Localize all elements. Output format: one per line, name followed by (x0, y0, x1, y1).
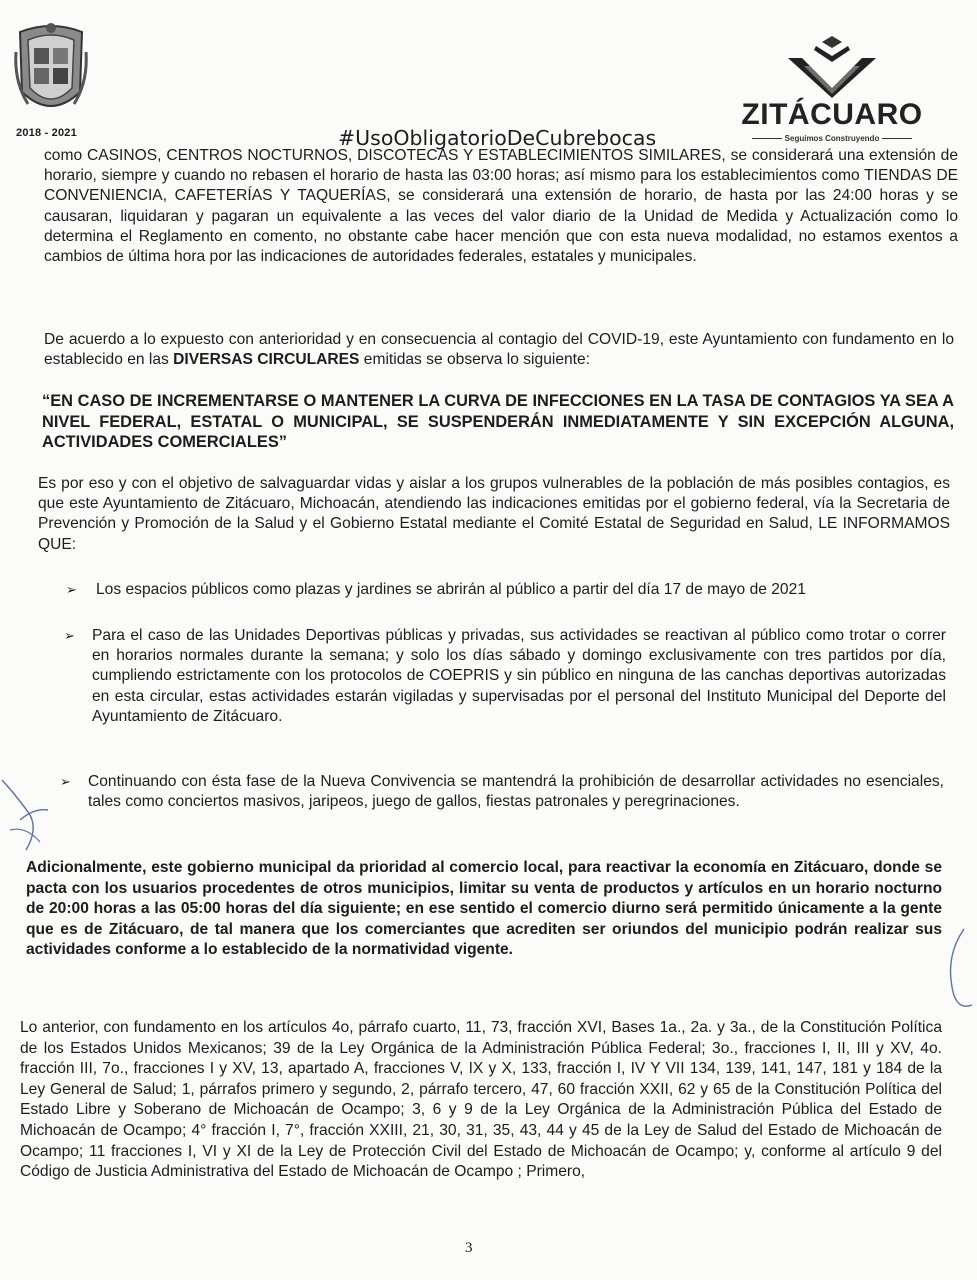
paragraph-circulars-text-b: emitidas se observa lo siguiente: (359, 351, 591, 369)
page-number: 3 (465, 1240, 473, 1256)
quote-suspension: “EN CASO DE INCREMENTARSE O MANTENER LA CURVA DE INFECCIONES EN LA TASA DE CONTAGIOS YA SEA A NIVEL FEDERAL, ESTATAL O MUNICIPAL, SE SUSPENDERÁN INMEDIATAMENTE Y SIN EXCEPCIÓN ALGUNA, ACTIVIDADES COMERCIALES” (42, 392, 954, 452)
bullet-text: Los espacios públicos como plazas y jardines se abrirán al público a partir del día 17 de mayo de 2021 (96, 581, 806, 598)
bullet-text: Continuando con ésta fase de la Nueva Convivencia se mantendrá la prohibición de desarrollar actividades no esenciales, tales como conciertos masivos, jaripeos, juego de gallos, fiestas patronales y peregrinaciones. (88, 773, 944, 811)
bullet-arrow-icon: ➢ (64, 628, 75, 643)
paragraph-circulars (44, 330, 954, 370)
logo-tagline (732, 134, 932, 143)
paragraph-local-commerce: Adicionalmente, este gobierno municipal da prioridad al comercio local, para reactivar la economía en Zitácuaro, donde se pacta con los usuarios procedentes de otros municipios, limitar su venta de productos y artículos en un horario nocturno de 20:00 horas a las 05:00 horas del día siguiente; en ese sentido el comercio diurno será permitido únicamente a la gente que es de Zitácuaro, de tal manera que los comerciantes que acrediten ser oriundos del municipio podrán realizar sus actividades conforme a lo establecido de la normatividad vigente. (26, 859, 942, 959)
zitacuaro-logo-mark-icon (788, 36, 876, 98)
bullet-text: Para el caso de las Unidades Deportivas públicas y privadas, sus actividades se reactivan al público como trotar o correr en horarios normales durante la semana; y solo los días sábado y domingo exclusivamente con tres partidos por día, cumpliendo estrictamente con los protocolos de COEPRIS y sin público en ninguna de las canchas deportivas autorizadas en esta circular, estas actividades estarán vigiladas y supervisadas por el personal del Instituto Municipal del Deporte del Ayuntamiento de Zitácuaro. (92, 627, 946, 725)
paragraph-legal-basis: Lo anterior, con fundamento en los artículos 4o, párrafo cuarto, 11, 73, fracción XVI, Bases 1a., 2a. y 3a., de la Constitución Política de los Estados Unidos Mexicanos; 39 de la Ley Orgánica de la Administración Pública Federal; 3o., fracciones I, II, III y XV, 4o. fracción III, 7o., fracciones I y XV, 13, apartado A, fracciones V, IX y X, 133, fracción I, IV Y VII 134, 139, 141, 147, 181 y 184 de la Ley General de Salud; 1, párrafos primero y segundo, 2, párrafo tercero, 47, 60 fracción XXII, 62 y 65 de la Constitución Política del Estado Libre y Soberano de Michoacán de Ocampo; 3, 6 y 9 de la Ley Orgánica de la Administración Pública del Estado de Michoacán de Ocampo; 4° fracción I, 7°, fracción XXIII, 21, 30, 31, 35, 43, 44 y 45 de la Ley de Salud del Estado de Michoacán de Ocampo; 11 fracciones I, VI y XI de la Ley de Protección Civil del Estado de Michoacán de Ocampo; y, conforme al artículo 9 del Código de Justicia Administrativa del Estado de Michoacán de Ocampo ; Primero, (20, 1019, 942, 1181)
municipal-seal-icon (14, 22, 88, 122)
zitacuaro-logo (732, 36, 932, 156)
hashtag-heading: #UsoObligatorioDeCubrebocas (338, 126, 657, 150)
paragraph-circulars-bold: DIVERSAS CIRCULARES (173, 351, 360, 369)
handwritten-mark-icon (0, 770, 60, 860)
handwritten-bracket-icon (944, 925, 977, 1015)
logo-tagline-text: Seguimos Construyendo (784, 134, 880, 143)
bullet-arrow-icon: ➢ (66, 582, 77, 597)
bullet-item-prohibitions (60, 772, 944, 812)
bullet-item-sports-units (64, 626, 946, 727)
paragraph-circulars-text-a: De acuerdo a lo expuesto con anterioridad y en consecuencia al contagio del COVID-19, este Ayuntamiento con fundamento en lo establecido en las (44, 331, 954, 369)
bullet-arrow-icon: ➢ (60, 774, 71, 789)
seal-years: 2018 - 2021 (16, 127, 77, 139)
paragraph-objective: Es por eso y con el objetivo de salvaguardar vidas y aislar a los grupos vulnerables de la población de más posibles contagios, es que este Ayuntamiento de Zitácuaro, Michoacán, atendiendo las indicaciones emitidas por el gobierno federal, vía la Secretaria de Prevención y Promoción de la Salud y el Gobierno Estatal mediante el Comité Estatal de Seguridad en Salud, LE INFORMAMOS QUE: (38, 475, 950, 553)
logo-name: ZITÁCUARO (741, 98, 923, 131)
paragraph-establishments: como CASINOS, CENTROS NOCTURNOS, DISCOTECAS Y ESTABLECIMIENTOS SIMILARES, se considerará una extensión de horario, siempre y cuando no rebasen el horario de hasta las 03:00 horas; así mismo para los establecimientos como TIENDAS DE CONVENIENCIA, CAFETERÍAS Y TAQUERÍAS, se considerará una extensión de horario, de hasta por las 24:00 horas y se causaran, liquidaran y pagaran un equivalente a las veces del valor diario de la Unidad de Medida y Actualización como lo determina el Reglamento en comento, no obstante cabe hacer mención que con esta nueva modalidad, no estamos exentos a cambios de última hora por las indicaciones de autoridades federales, estatales y municipales. (44, 147, 958, 266)
bullet-item-public-spaces (66, 580, 946, 600)
